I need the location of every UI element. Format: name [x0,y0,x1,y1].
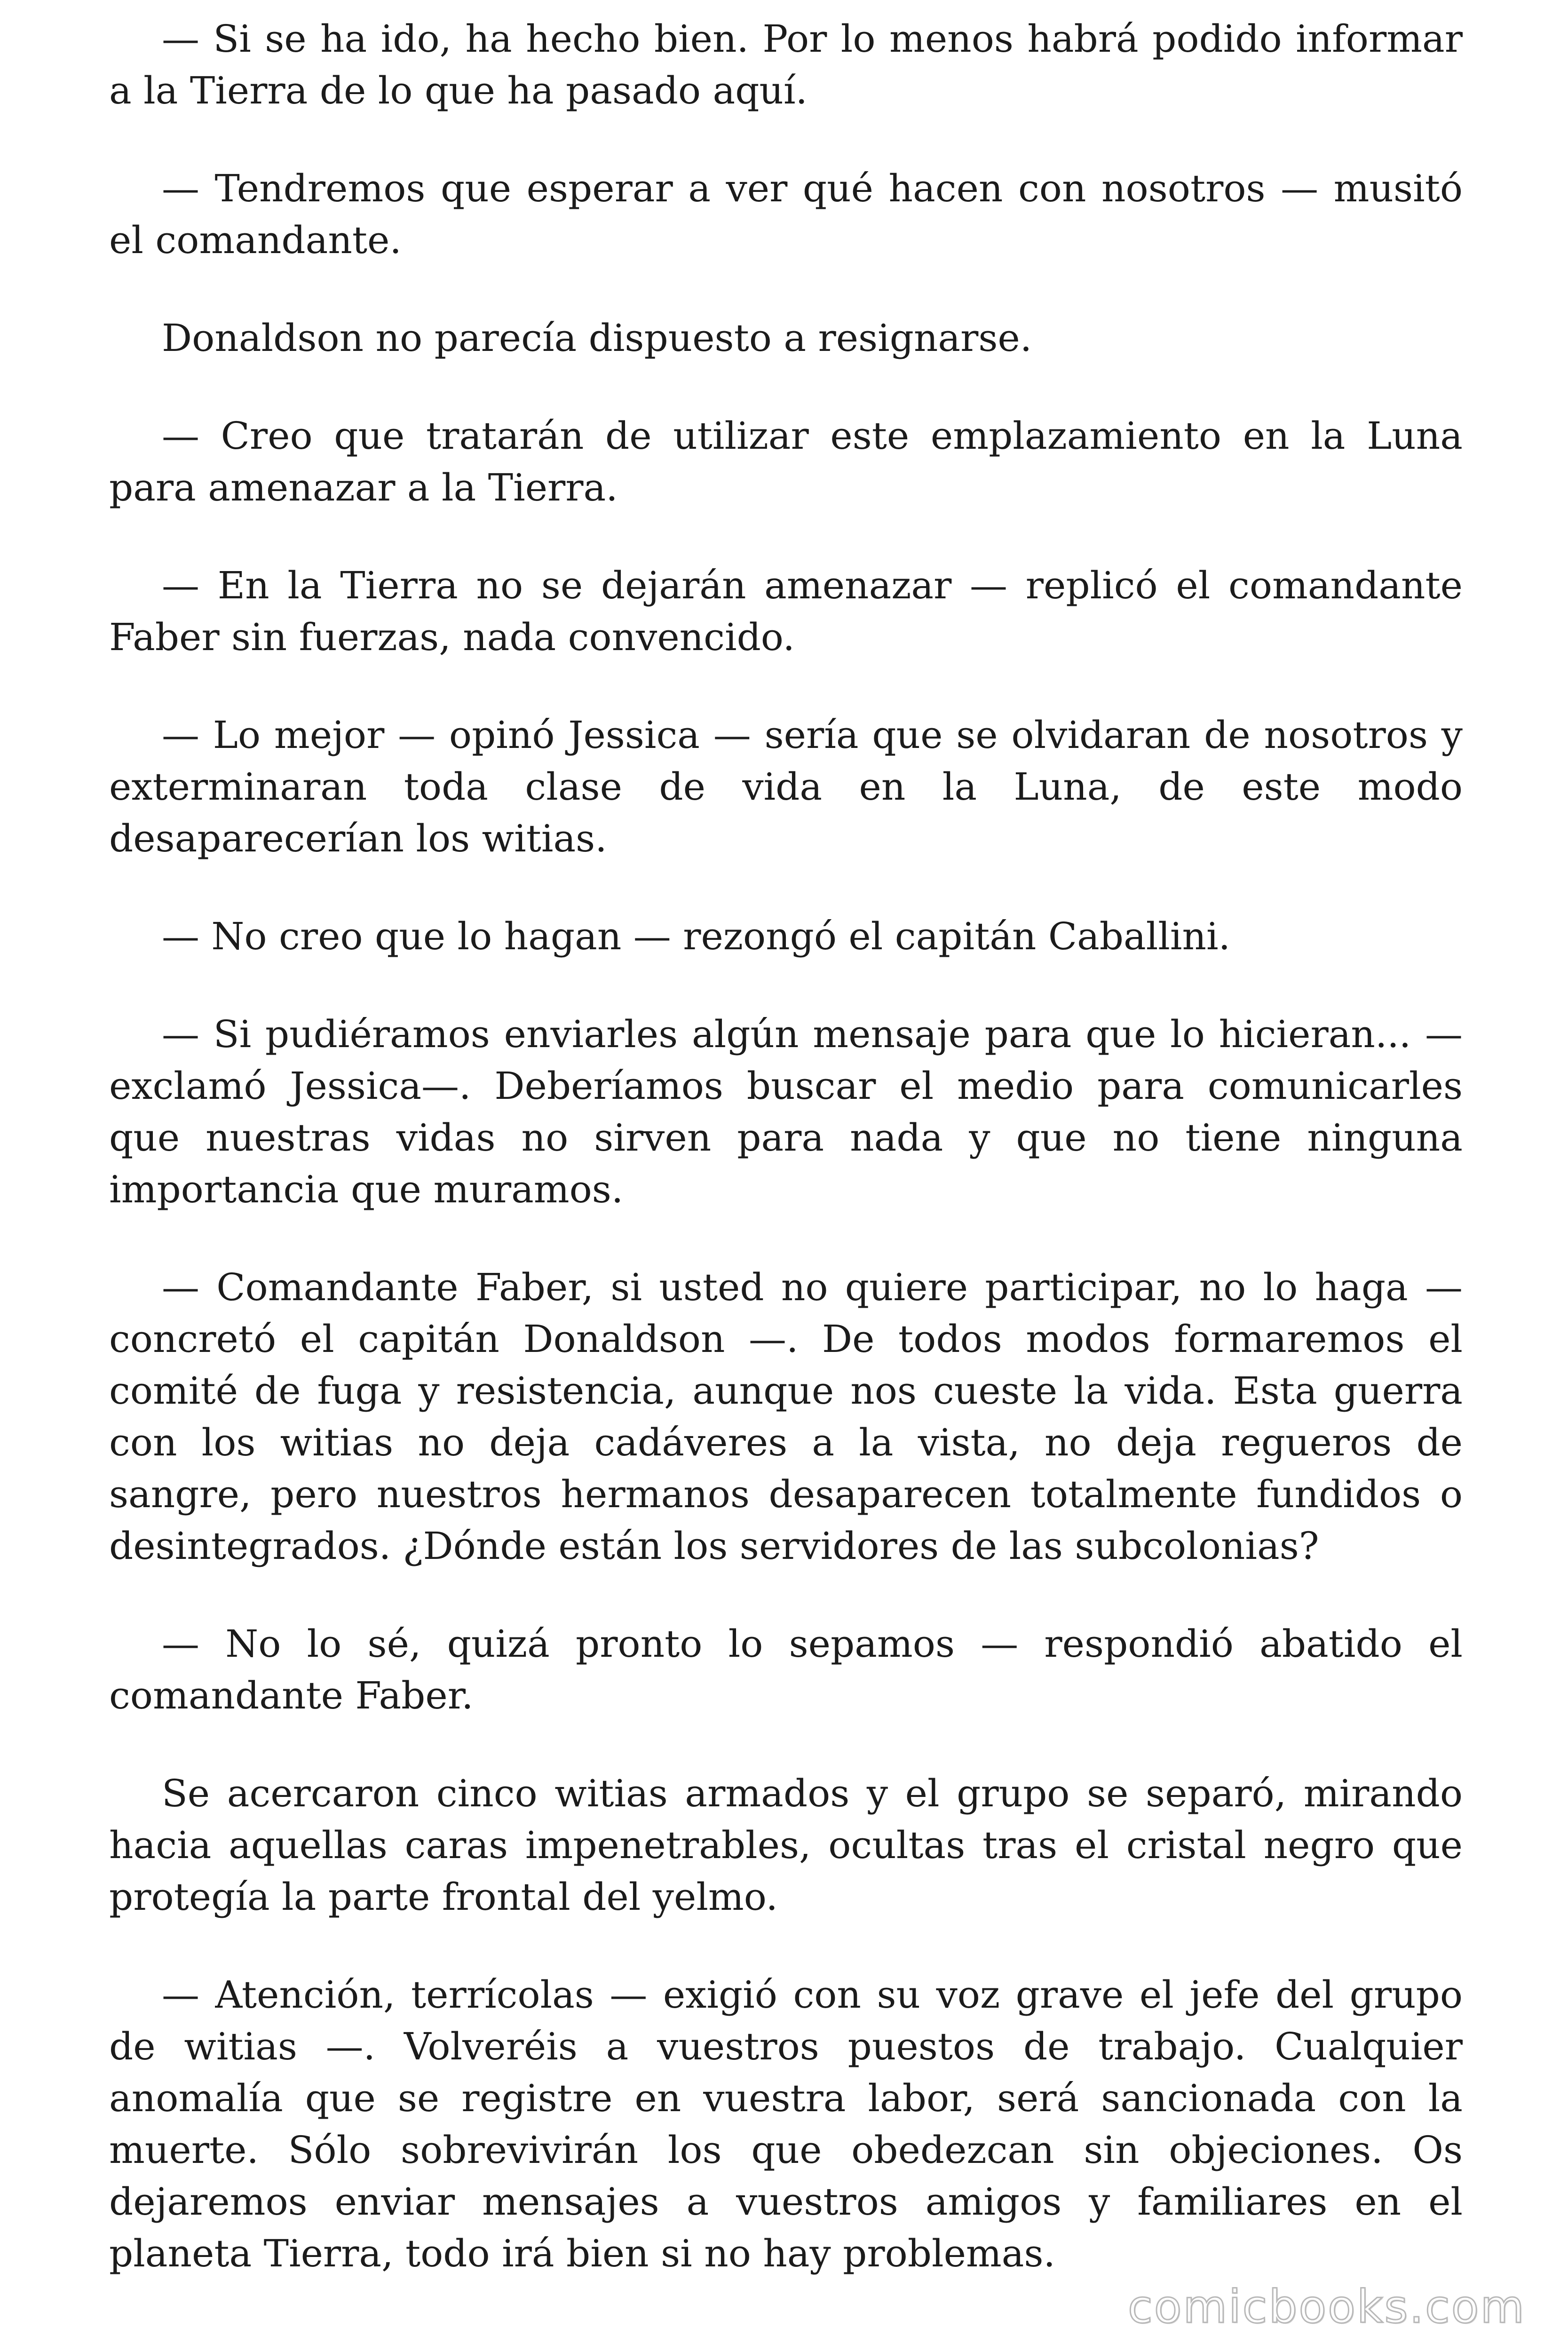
paragraph-11: Se acercaron cinco witias armados y el grupo se separó, mirando hacia aquellas caras impenetrables, ocultas tras el cristal negro que protegía la parte frontal del yelmo. [109,1772,1463,1919]
paragraph-7: — No creo que lo hagan — rezongó el capitán Caballini. [162,914,1230,958]
paragraph-9: — Comandante Faber, si usted no quiere participar, no lo haga — concretó el capitán Donaldson —. De todos modos formaremos el comité de fuga y resistencia, aunque nos cueste la vida. Esta guerra con los witias no deja cadáveres a la vista, no deja regueros de sangre, pero nuestros hermanos desaparecen totalmente fundidos o desintegrados. ¿Dónde están los servidores de las subcolonias? [109,1265,1463,1568]
paragraph-8: — Si pudiéramos enviarles algún mensaje para que lo hicieran... — exclamó Jessica—. Deberíamos buscar el medio para comunicarles que nuestras vidas no sirven para nada y que no tiene ninguna importancia que muramos. [109,1012,1463,1211]
watermark: comicbooks.com [1127,2280,1526,2333]
paragraph-3: Donaldson no parecía dispuesto a resignarse. [162,316,1032,360]
paragraph-5: — En la Tierra no se dejarán amenazar — replicó el comandante Faber sin fuerzas, nada convencido. [109,564,1463,659]
paragraph-6: — Lo mejor — opinó Jessica — sería que se olvidaran de nosotros y exterminaran toda clase de vida en la Luna, de este modo desaparecerían los witias. [109,713,1463,860]
paragraph-4: — Creo que tratarán de utilizar este emplazamiento en la Luna para amenazar a la Tierra. [109,414,1463,509]
paragraph-10: — No lo sé, quizá pronto lo sepamos — respondió abatido el comandante Faber. [109,1622,1463,1717]
paragraph-2: — Tendremos que esperar a ver qué hacen con nosotros — musitó el comandante. [109,167,1463,262]
paragraph-1: — Si se ha ido, ha hecho bien. Por lo menos habrá podido informar a la Tierra de lo que ha pasado aquí. [109,17,1463,112]
page-text [109,13,1463,2326]
paragraph-12: — Atención, terrícolas — exigió con su voz grave el jefe del grupo de witias —. Volveréis a vuestros puestos de trabajo. Cualquier anomalía que se registre en vuestra labor, será sancionada con la muerte. Sólo sobrevivirán los que obedezcan sin objeciones. Os dejaremos enviar mensajes a vuestros amigos y familiares en el planeta Tierra, todo irá bien si no hay problemas. [109,1973,1463,2275]
